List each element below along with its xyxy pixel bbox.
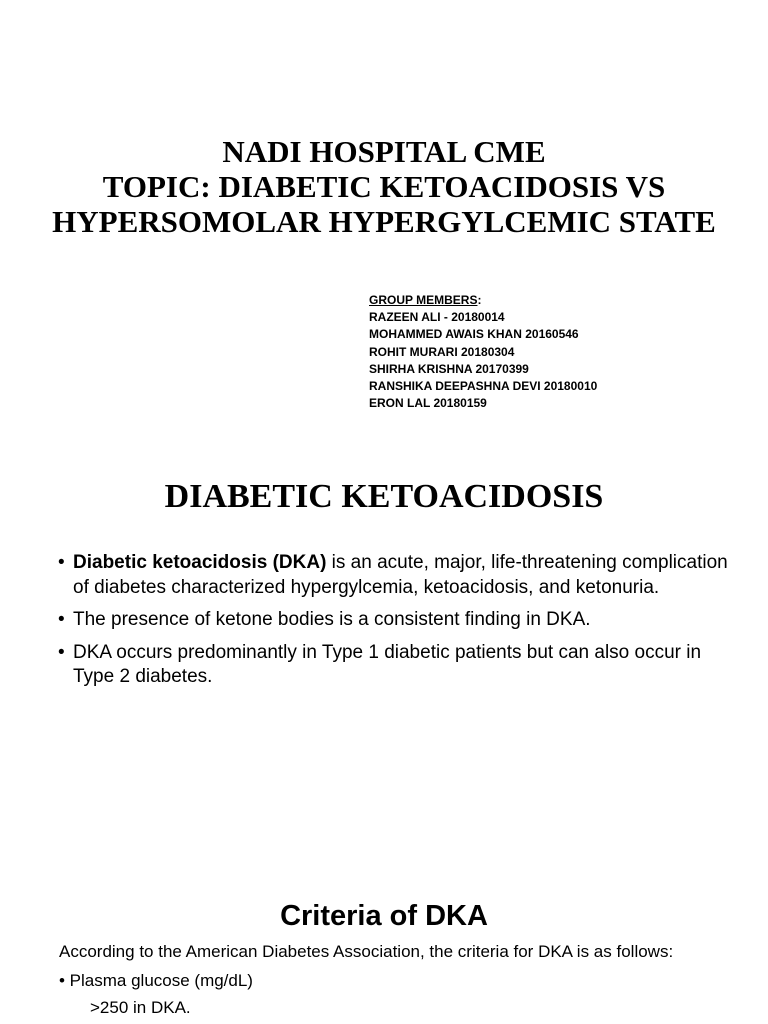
dka-bullet-list xyxy=(58,551,728,698)
bullet-bold-text: Diabetic ketoacidosis (DKA) xyxy=(73,552,327,573)
bullet-text: The presence of ketone bodies is a consistent finding in DKA. xyxy=(73,609,591,630)
dka-bullet-item xyxy=(58,641,728,690)
bullet-marker: • xyxy=(58,641,65,663)
bullet-text: DKA occurs predominantly in Type 1 diabetic patients but can also occur in Type 2 diabetes. xyxy=(73,641,702,687)
group-members-heading xyxy=(369,292,597,309)
group-member: ROHIT MURARI 20180304 xyxy=(369,344,515,359)
criteria-sub-item: >250 in DKA. xyxy=(90,998,191,1017)
dka-bullet-item xyxy=(58,551,728,600)
slide-criteria xyxy=(0,875,768,1024)
slide-dka xyxy=(0,445,768,875)
group-members-block xyxy=(369,292,597,412)
group-member: ERON LAL 20180159 xyxy=(369,396,487,411)
group-members-heading-colon: : xyxy=(477,293,482,307)
title-line: TOPIC: DIABETIC KETOACIDOSIS VS xyxy=(102,169,666,204)
bullet-marker: • xyxy=(58,609,65,630)
title-line: HYPERSOMOLAR HYPERGYLCEMIC STATE xyxy=(52,204,716,239)
bullet-text: is an acute, major, life-threatening complication of diabetes characterized hypergylcemia, ketoacidosis, and ketonuria. xyxy=(73,552,728,598)
group-member: RANSHIKA DEEPASHNA DEVI 20180010 xyxy=(369,379,598,394)
dka-bullet-item xyxy=(58,608,728,633)
group-member: MOHAMMED AWAIS KHAN 20160546 xyxy=(369,327,579,342)
title-line: NADI HOSPITAL CME xyxy=(222,134,546,169)
criteria-intro-text: According to the American Diabetes Association, the criteria for DKA is as follows: xyxy=(59,942,674,961)
group-member: RAZEEN ALI - 20180014 xyxy=(369,310,505,325)
bullet-marker: • xyxy=(58,552,65,573)
slide-title xyxy=(0,0,768,445)
group-members-heading-label: GROUP MEMBERS xyxy=(369,293,478,307)
group-member: SHIRHA KRISHNA 20170399 xyxy=(369,361,529,376)
slide-title-heading xyxy=(0,134,768,239)
criteria-slide-title: Criteria of DKA xyxy=(280,900,488,932)
criteria-bullet-item: • Plasma glucose (mg/dL) xyxy=(59,971,253,990)
dka-slide-title: DIABETIC KETOACIDOSIS xyxy=(164,478,604,515)
